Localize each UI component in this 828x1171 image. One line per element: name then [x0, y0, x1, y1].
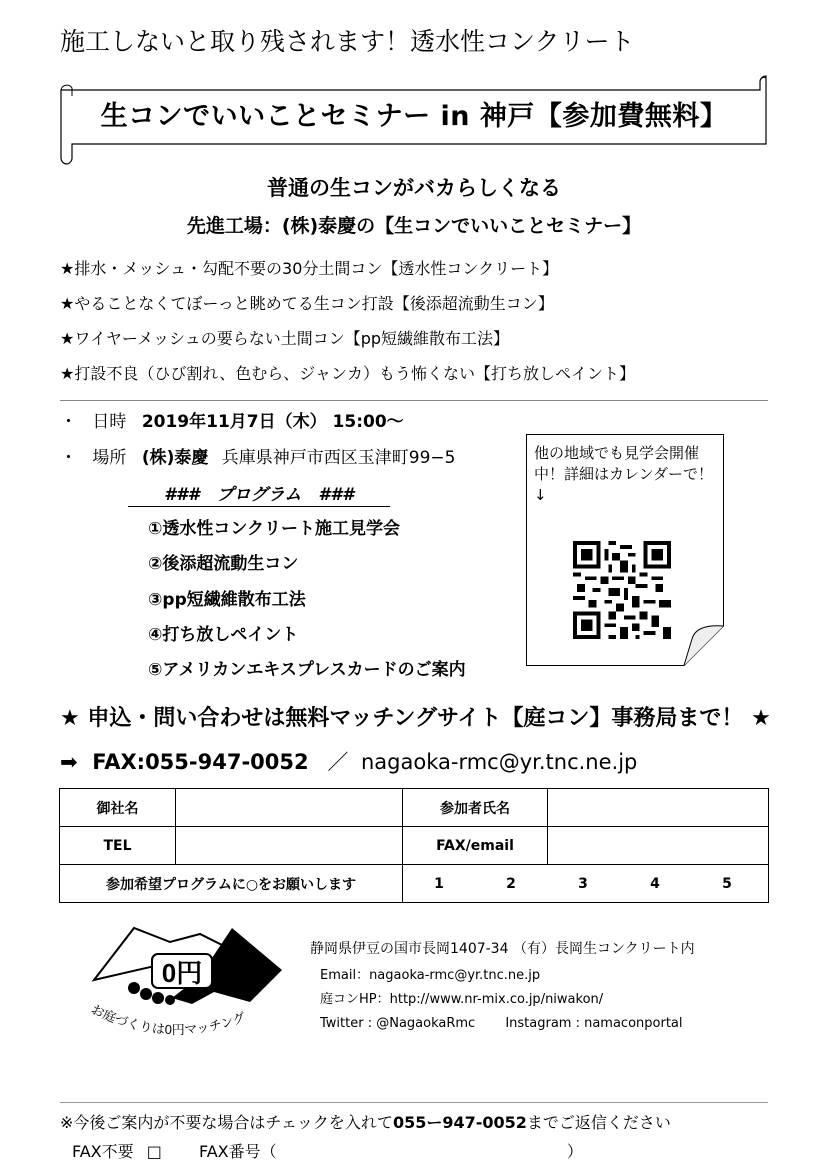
- participant-field[interactable]: [548, 789, 769, 827]
- event-date: [60, 407, 404, 432]
- company-label: 御社名: [60, 789, 176, 827]
- company-address: 静岡県伊豆の国市長岡1407-34 （有）長岡生コンクリート内: [310, 941, 695, 957]
- fax-number: FAX:055-947-0052: [92, 750, 309, 774]
- opt-out-checkbox[interactable]: □: [146, 1142, 162, 1161]
- feature-item: ★打設不良（ひび割れ、色むら、ジャンカ）もう怖くない【打ち放しペイント】: [60, 364, 635, 383]
- program-item: ③pp短繊維散布工法: [148, 590, 306, 610]
- company-field[interactable]: [176, 789, 403, 827]
- choice-2[interactable]: 2: [506, 875, 516, 892]
- opt-out-fields: [72, 1139, 583, 1162]
- feature-item: ★ワイヤーメッシュの要らない土間コン【pp短繊維散布工法】: [60, 329, 510, 348]
- subtitle: 先進工場：(株)泰慶の【生コンでいいことセミナー】: [186, 215, 642, 237]
- program-item: ④打ち放しペイント: [148, 625, 299, 645]
- email-link[interactable]: nagaoka-rmc@yr.tnc.ne.jp: [361, 750, 638, 774]
- program-item: ②後添超流動生コン: [148, 554, 299, 574]
- feature-item: ★やることなくてぼーっと眺めてる生コン打設【後添超流動生コン】: [60, 294, 554, 313]
- note-text: 他の地域でも見学会開催中！詳細はカレンダーで！↓: [534, 444, 714, 504]
- application-form: [59, 788, 769, 903]
- tel-label: TEL: [60, 827, 176, 865]
- program-item: ①透水性コンクリート施工見学会: [148, 519, 401, 539]
- place-company: (株)泰慶: [141, 448, 209, 468]
- opt-out-prefix: ※今後ご案内が不要な場合はチェックを入れて: [60, 1113, 393, 1132]
- fax-number-label: FAX番号（: [198, 1142, 277, 1161]
- choice-3[interactable]: 3: [578, 875, 588, 892]
- program-choices: [403, 865, 769, 903]
- date-label: 日時: [92, 412, 127, 432]
- fax-unneeded-label: FAX不要: [72, 1142, 134, 1161]
- participant-label: 参加者氏名: [403, 789, 548, 827]
- logo-badge: 0円: [161, 958, 203, 988]
- opt-out-suffix: までご返信ください: [526, 1113, 671, 1132]
- opt-out-note: [60, 1110, 671, 1133]
- fax-line: [60, 746, 637, 776]
- fax-number-close: ）: [566, 1142, 583, 1161]
- contact-email[interactable]: Email：nagaoka-rmc@yr.tnc.ne.jp: [320, 968, 541, 983]
- handshake-logo: [82, 920, 296, 1050]
- choice-5[interactable]: 5: [722, 875, 732, 892]
- separator: ／: [327, 750, 349, 774]
- tel-field[interactable]: [176, 827, 403, 865]
- divider: [60, 1102, 768, 1103]
- program-choice-label: 参加希望プログラムに○をお願いします: [60, 865, 403, 903]
- qr-code[interactable]: [573, 541, 671, 639]
- seminar-title: 生コンでいいことセミナー in 神戸【参加費無料】: [100, 101, 728, 132]
- faxemail-field[interactable]: [548, 827, 769, 865]
- tagline: 普通の生コンがバカらしくなる: [267, 176, 561, 200]
- page-header: 施工しないと取り残されます！透水性コンクリート: [60, 27, 635, 56]
- date-value: 2019年11月7日（木） 15:00〜: [141, 412, 404, 432]
- bullet: ・: [60, 412, 77, 432]
- event-place: [60, 443, 455, 468]
- program-item: ⑤アメリカンエキスプレスカードのご案内: [148, 660, 466, 680]
- program-title: ### プログラム ###: [128, 480, 390, 507]
- choice-1[interactable]: 1: [434, 875, 444, 892]
- faxemail-label: FAX/email: [403, 827, 548, 865]
- contact-heading: ★ 申込・問い合わせは無料マッチングサイト【庭コン】事務局まで！ ★: [60, 706, 771, 731]
- arrow-icon: ➡: [60, 750, 78, 774]
- logo-caption: お庭づくりは0円マッチング: [88, 1001, 248, 1038]
- divider: [60, 400, 768, 401]
- feature-item: ★排水・メッシュ・勾配不要の30分土間コン【透水性コンクリート】: [60, 259, 559, 278]
- bullet: ・: [60, 448, 77, 468]
- opt-out-number: 055ー947-0052: [392, 1113, 527, 1132]
- place-address: 兵庫県神戸市西区玉津町99−5: [221, 448, 456, 468]
- choice-4[interactable]: 4: [650, 875, 660, 892]
- homepage-link[interactable]: 庭コンHP：http://www.nr-mix.co.jp/niwakon/: [320, 992, 604, 1007]
- place-label: 場所: [92, 448, 127, 468]
- social-accounts[interactable]: Twitter : @NagaokaRmc Instagram : namaconportal: [320, 1016, 683, 1031]
